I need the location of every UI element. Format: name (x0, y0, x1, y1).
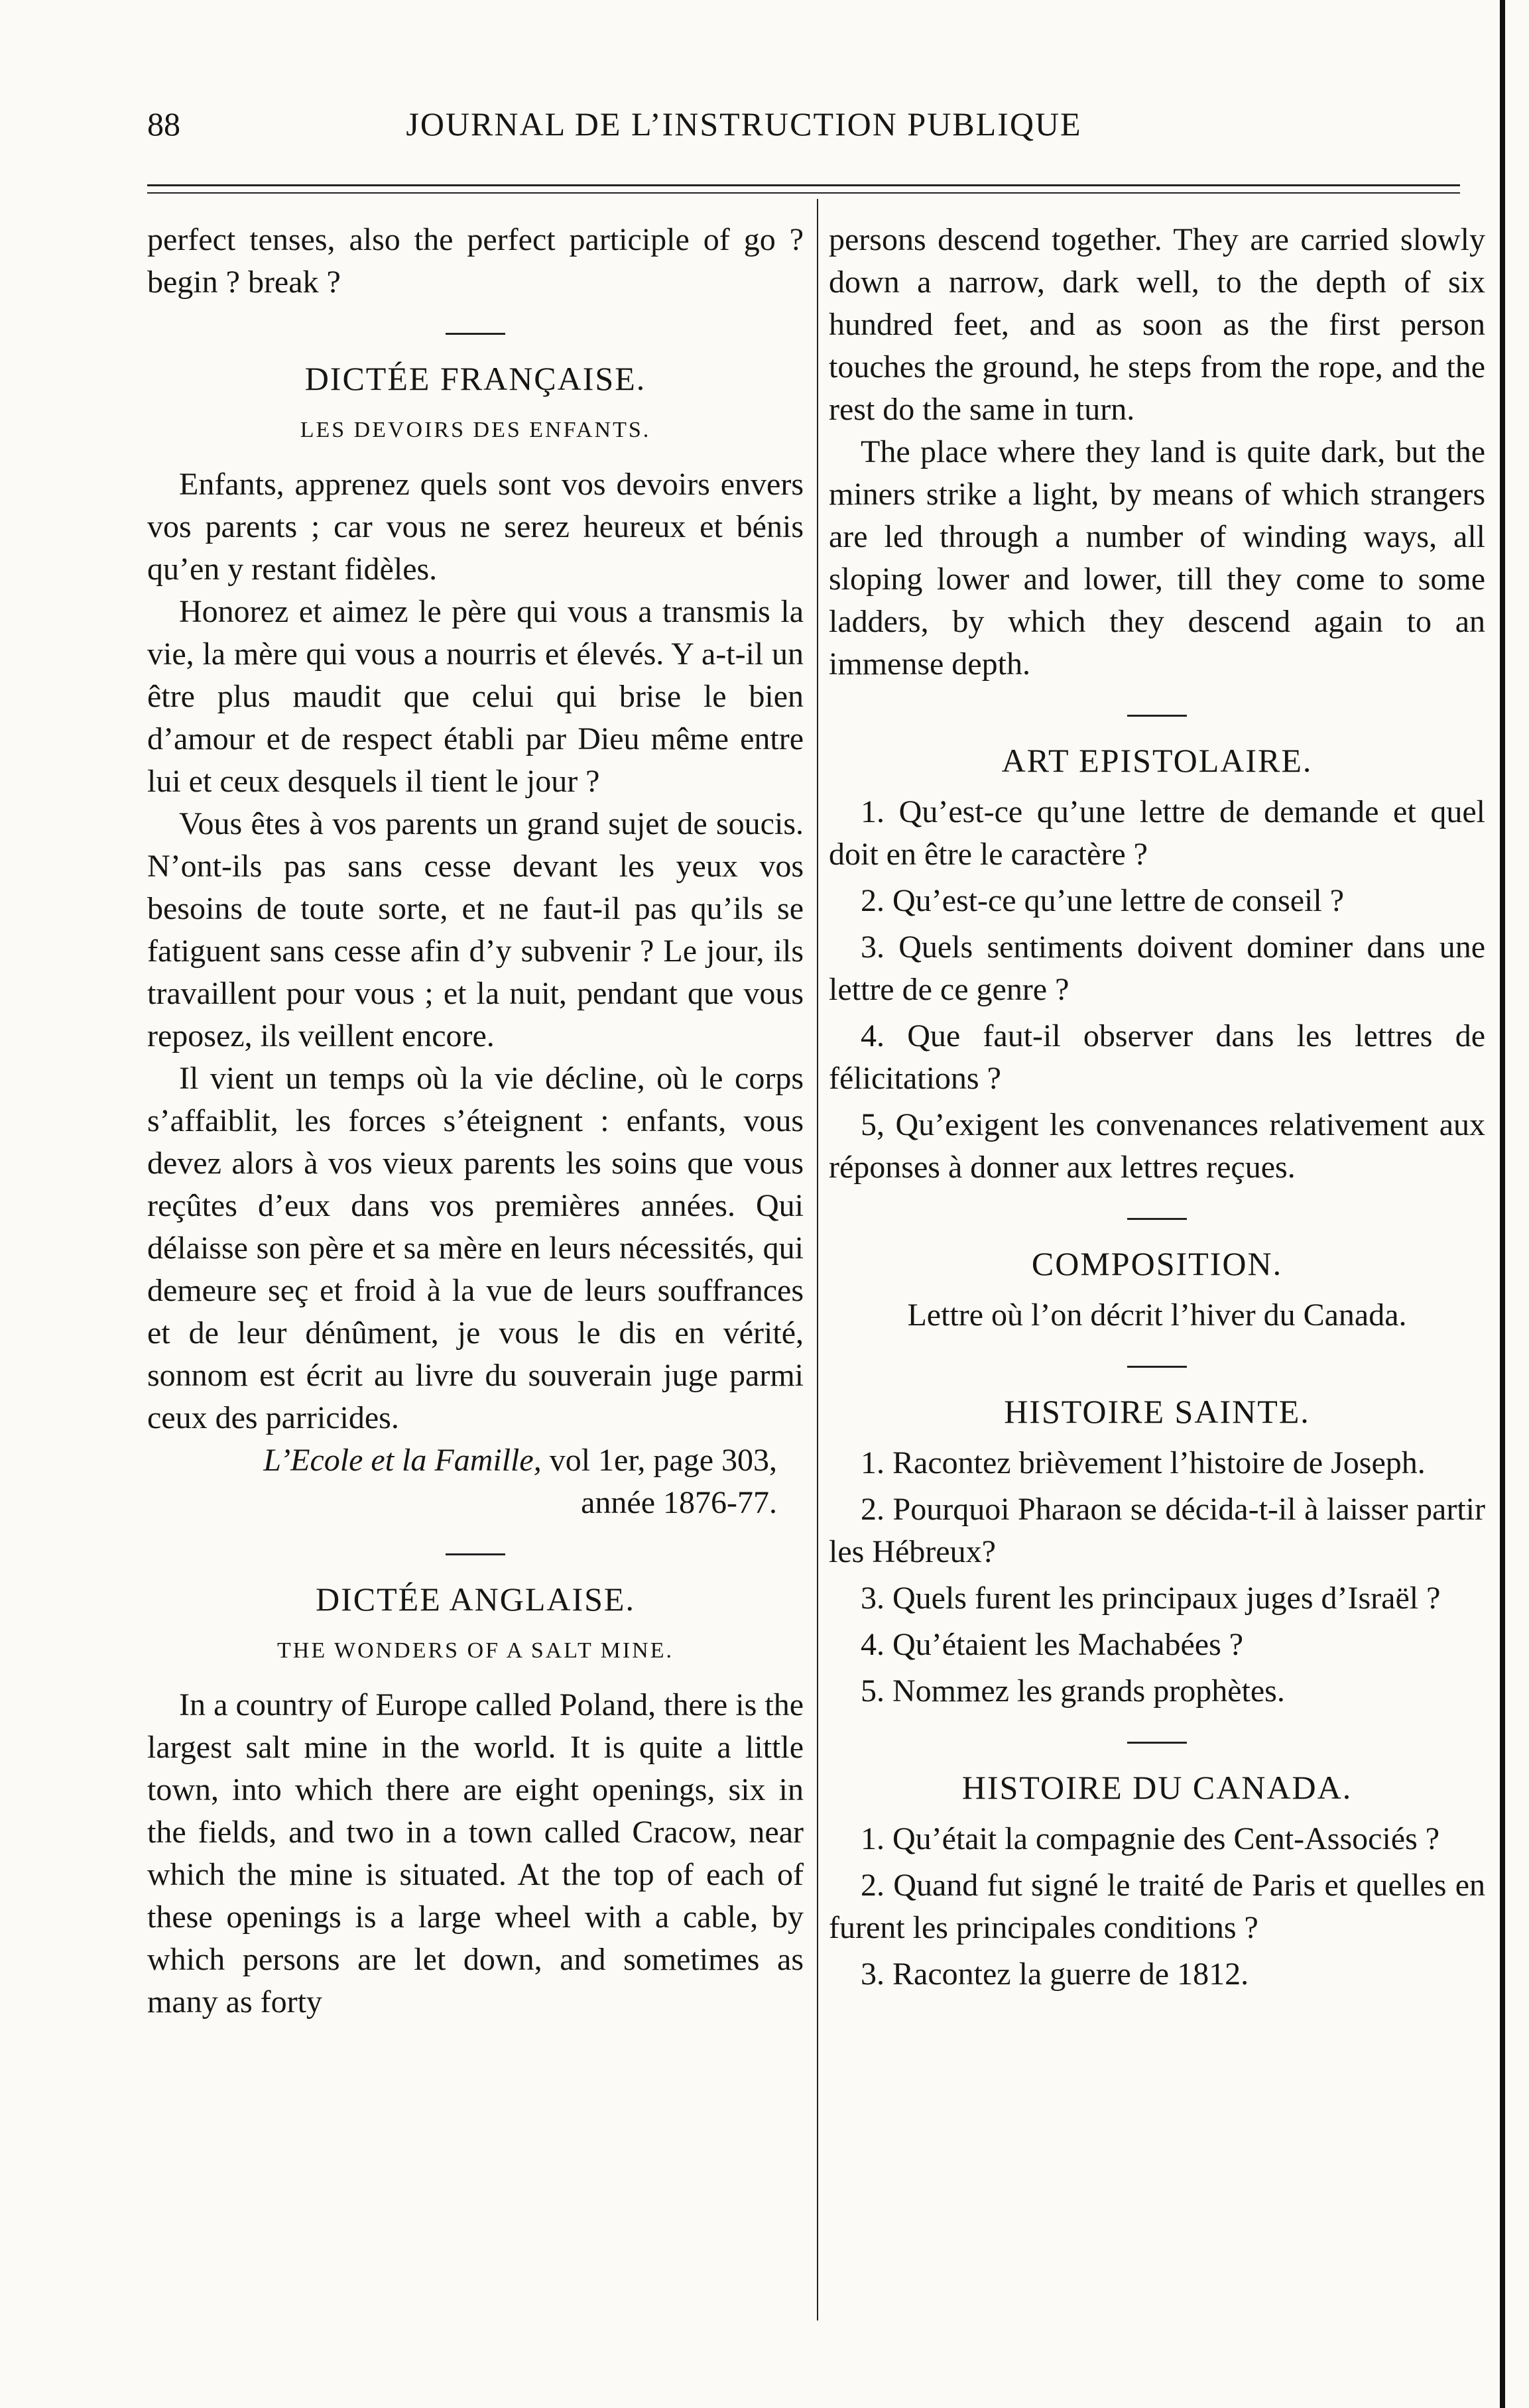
citation-year: année 1876-77. (581, 1485, 777, 1520)
section-title-art-epistolaire: ART EPISTOLAIRE. (1001, 742, 1313, 779)
paragraph: Enfants, apprenez quels sont vos devoirs envers vos parents ; car vous ne serez heureux et bénis qu’en y restant fidèles. (147, 467, 804, 587)
left-column (147, 219, 804, 2023)
section-subtitle: LES DEVOIRS DES ENFANTS. (300, 418, 651, 442)
question-item: 2. Pourquoi Pharaon se décida-t-il à laisser partir les Hébreux? (829, 1492, 1485, 1569)
question-item: 1. Qu’est-ce qu’une lettre de demande et quel doit en être le caractère ? (829, 794, 1485, 872)
composition-text: Lettre où l’on décrit l’hiver du Canada. (907, 1297, 1407, 1333)
running-title: JOURNAL DE L’INSTRUCTION PUBLIQUE (406, 105, 1082, 143)
column-divider (817, 199, 818, 2320)
question-item: 4. Qu’étaient les Machabées ? (861, 1627, 1244, 1662)
continuation-text: persons descend together. They are carried slowly down a narrow, dark well, to the depth of six hundred feet, and as soon as the first person touches the ground, he steps from the rope, and the rest do the same in turn. (829, 222, 1485, 427)
citation-source: L’Ecole et la Famille, (263, 1443, 542, 1478)
question-item: 3. Quels sentiments doivent dominer dans une lettre de ce genre ? (829, 930, 1485, 1007)
paragraph: Il vient un temps où la vie décline, où le corps s’affaiblit, les forces s’éteignent : enfants, vous devez alors à vos vieux parents les soins que vous reçûtes d’eux dans vos premières années. Qui délaisse son père et sa mère en leurs nécessités, qui demeure seç et froid à la vue de leurs souffrances et de leur dénûment, je vous le dis en vérité, sonnom est écrit au livre du souverain juge parmi ceux des parricides. (147, 1061, 804, 1435)
section-separator (446, 333, 505, 335)
citation (147, 1439, 804, 1524)
question-item: 1. Qu’était la compagnie des Cent-Associés ? (861, 1821, 1440, 1856)
question-item: 1. Racontez brièvement l’histoire de Joseph. (861, 1445, 1426, 1480)
section-subtitle: THE WONDERS OF A SALT MINE. (277, 1638, 674, 1663)
section-title-histoire-sainte: HISTOIRE SAINTE. (1004, 1393, 1310, 1430)
section-separator (1127, 1366, 1187, 1368)
section-title-histoire-du-canada: HISTOIRE DU CANADA. (961, 1769, 1353, 1806)
question-item: 5. Nommez les grands prophètes. (861, 1673, 1285, 1709)
section-title-composition: COMPOSITION. (1031, 1245, 1283, 1282)
section-separator (446, 1553, 505, 1555)
section-separator (1127, 1742, 1187, 1744)
section-title-dictee-anglaise: DICTÉE ANGLAISE. (316, 1581, 635, 1618)
section-separator (1127, 1218, 1187, 1220)
question-item: 2. Quand fut signé le traité de Paris et quelles en furent les principales conditions ? (829, 1868, 1485, 1945)
header-rule (147, 184, 1460, 186)
paragraph: In a country of Europe called Poland, there is the largest salt mine in the world. It is quite a little town, into which there are eight openings, six in the fields, and two in a town called Cracow, near which the mine is situated. At the top of each of these openings is a large wheel with a cable, by which persons are let down, and sometimes as many as forty (147, 1687, 804, 2019)
question-item: 5, Qu’exigent les convenances relativement aux réponses à donner aux lettres reçues. (829, 1107, 1485, 1185)
section-title-dictee-francaise: DICTÉE FRANÇAISE. (304, 360, 646, 397)
right-column (829, 219, 1485, 2000)
paragraph: Honorez et aimez le père qui vous a transmis la vie, la mère qui vous a nourris et élevés. Y a-t-il un être plus maudit que celui qui brise le bien d’amour et de respect établi par Dieu même entre lui et ceux desquels il tient le jour ? (147, 594, 804, 799)
header-rule-thin (147, 192, 1460, 194)
paragraph: The place where they land is quite dark, but the miners strike a light, by means of which strangers are led through a number of winding ways, all sloping lower and lower, till they come to some ladders, by which they descend again to an immense depth. (829, 434, 1485, 682)
question-item: 3. Quels furent les principaux juges d’Israël ? (861, 1581, 1441, 1616)
page-number: 88 (147, 105, 180, 143)
paragraph: Vous êtes à vos parents un grand sujet de soucis. N’ont-ils pas sans cesse devant les yeux vos besoins de toute sorte, et ne faut-il pas qu’ils se fatiguent sans cesse afin d’y subvenir ? Le jour, ils travaillent pour vous ; et la nuit, pendant que vous reposez, ils veillent encore. (147, 806, 804, 1054)
question-item: 2. Qu’est-ce qu’une lettre de conseil ? (861, 883, 1345, 918)
continuation-text: perfect tenses, also the perfect participle of go ? begin ? break ? (147, 222, 804, 300)
page-edge (1500, 0, 1505, 2408)
question-item: 3. Racontez la guerre de 1812. (861, 1957, 1249, 1992)
question-item: 4. Que faut-il observer dans les lettres de félicitations ? (829, 1018, 1485, 1096)
section-separator (1127, 715, 1187, 717)
running-header (147, 105, 1341, 158)
citation-details: vol 1er, page 303, (541, 1443, 777, 1478)
